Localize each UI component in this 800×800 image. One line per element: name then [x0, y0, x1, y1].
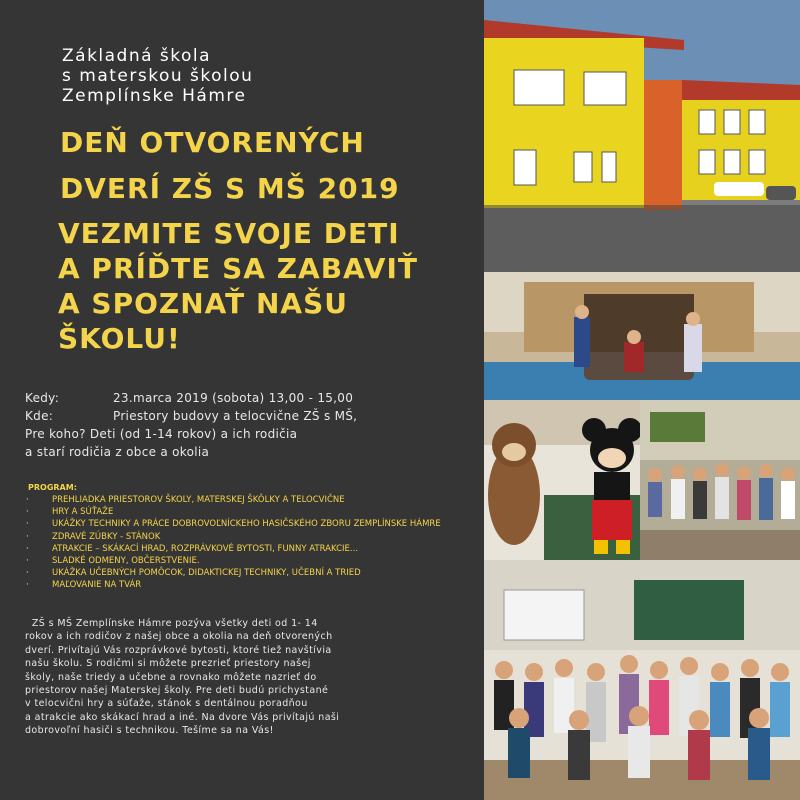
invitation-paragraph — [25, 617, 470, 738]
mascots-photo — [484, 400, 640, 560]
subtitle-line-3: A SPOZNAŤ NAŠU — [58, 287, 348, 320]
program-item: · UKÁŽKY TECHNIKY A PRÁCE DOBROVOĽNÍCKEHO HASIČSKÉHO ZBORU ZEMPLÍNSKE HÁMRE — [26, 519, 441, 530]
paragraph-line: priestorov našej Materskej školy. Pre deti budú prichystané — [25, 685, 329, 697]
program-item: · SLADKÉ ODMENY, OBČERSTVENIE. — [26, 556, 200, 567]
subtitle-line-2: A PRÍĎTE SA ZABAVIŤ — [58, 252, 418, 285]
paragraph-line: a atrakcie ako skákací hrad a iné. Na dvore Vás privítajú naši — [25, 711, 340, 723]
program-list — [26, 494, 441, 592]
title-line-1: DEŇ OTVORENÝCH — [60, 126, 365, 159]
program-item: · UKÁŽKA UČEBNÝCH POMÔCOK, DIDAKTICKEJ TECHNIKY, UČEBNÍ A TRIED — [26, 568, 361, 579]
when-label: Kedy: — [25, 391, 60, 405]
program-item: · ATRAKCIE – SKÁKACÍ HRAD, ROZPRÁVKOVÉ BYTOSTI, FUNNY ATRAKCIE... — [26, 543, 359, 554]
where-row — [25, 407, 357, 425]
when-row — [25, 389, 357, 407]
title-line-2: DVERÍ ZŠ S MŠ 2019 — [60, 172, 400, 205]
school-name — [62, 46, 253, 106]
paragraph-line: dobrovoľní hasiči s technikou. Tešíme sa na Vás! — [25, 725, 274, 737]
where-value: Priestory budovy a telocvične ZŠ s MŠ, — [113, 409, 358, 423]
who-line-1: Pre koho? Deti (od 1-14 rokov) a ich rodičia — [25, 427, 298, 441]
children-hallway-photo — [640, 400, 800, 560]
school-line-2: s materskou školou — [62, 66, 254, 86]
event-info — [25, 389, 357, 461]
program-heading: PROGRAM: — [28, 483, 77, 492]
stage-costumes-photo — [484, 272, 800, 400]
school-building-photo — [484, 0, 800, 272]
who-line-2: a starí rodičia z obce a okolia — [25, 445, 210, 459]
subtitle-line-1: VEZMITE SVOJE DETI — [58, 217, 400, 250]
paragraph-line: našu školu. S rodičmi si môžete prezrieť priestory našej — [25, 658, 311, 670]
paragraph-line: dverí. Privítajú Vás rozprávkové bytosti, ktoré tiež navštívia — [25, 644, 332, 656]
subtitle-line-4: ŠKOLU! — [58, 322, 181, 355]
group-photo — [484, 560, 800, 800]
paragraph-line: rokov a ich rodičov z našej obce a okolia na deň otvorených — [25, 631, 333, 643]
program-item: · PREHLIADKA PRIESTOROV ŠKOLY, MATERSKEJ ŠKÔLKY A TELOCVIČNE — [26, 495, 345, 505]
when-value: 23.marca 2019 (sobota) 13,00 - 15,00 — [113, 391, 354, 405]
where-label: Kde: — [25, 409, 54, 423]
program-item: · MAĽOVANIE NA TVÁR — [26, 580, 142, 591]
school-line-1: Základná škola — [62, 46, 212, 66]
poster-subtitle — [58, 216, 418, 356]
paragraph-line: v telocvični hry a súťaže, stánok s dentálnou poradňou — [25, 698, 308, 710]
school-line-3: Zemplínske Hámre — [62, 86, 247, 106]
program-item: · HRY A SÚŤAŽE — [26, 507, 114, 518]
paragraph-line: ZŠ s MŠ Zemplínske Hámre pozýva všetky deti od 1- 14 — [25, 618, 318, 629]
poster-title — [60, 120, 400, 212]
paragraph-line: školy, naše triedy a učebne a rovnako môžete nazrieť do — [25, 671, 317, 683]
program-item: · ZDRAVÉ ZÚBKY - STÁNOK — [26, 531, 161, 542]
